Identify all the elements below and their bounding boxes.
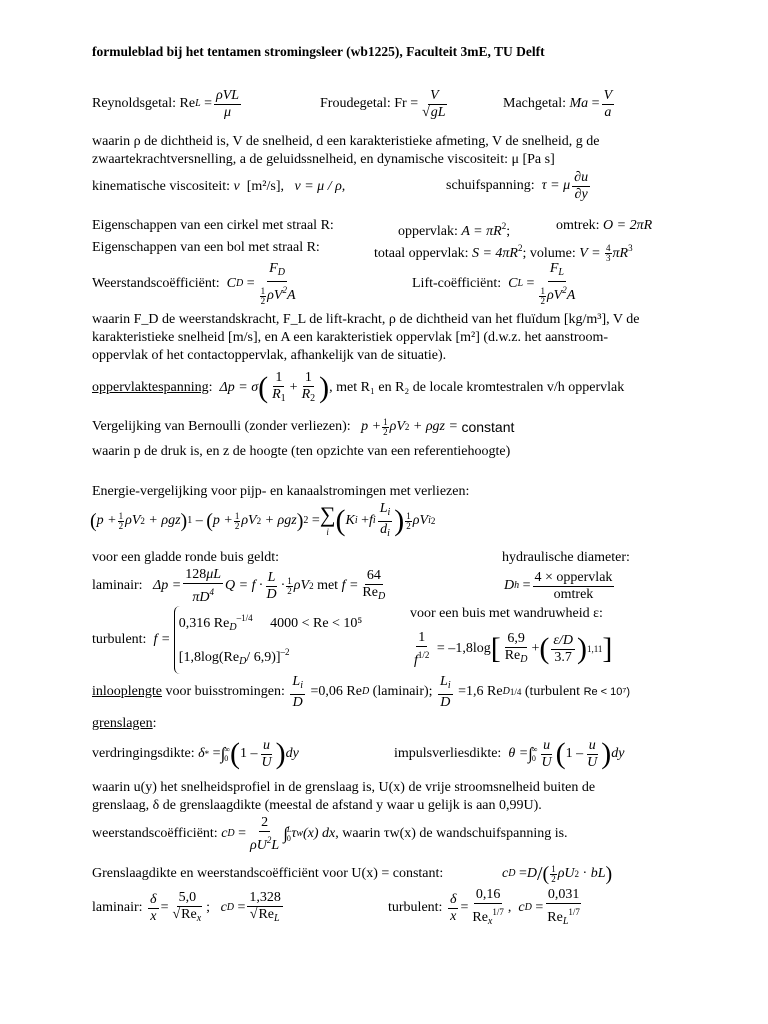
hydraulic-den: omtrek <box>553 586 594 602</box>
momentum-label: impulsverliesdikte: <box>394 746 502 761</box>
force-def-line-1: waarin F_D de weerstandskracht, F_L de lift-kracht, ρ de dichtheid van het fluïdum [kg/m³], V de <box>92 312 640 327</box>
bl-constant-label: Grenslaagdikte en weerstandscoëfficiënt voor U(x) = constant: <box>92 866 444 881</box>
friction-laminar-num: 64 <box>366 567 381 583</box>
kinematic-label: kinematische viscositeit: <box>92 179 231 194</box>
surface-tension-note: , met R₁ en R₂ de locale kromtestralen v/h oppervlak <box>329 380 625 395</box>
entrance-laminar: (laminair); <box>372 684 433 699</box>
laminar-label: laminair: <box>92 578 143 593</box>
entrance-text: voor buisstromingen: <box>165 684 285 699</box>
rough-pipe-label: voor een buis met wandruwheid ε: <box>410 606 603 621</box>
energy-equation: ( p + $\frac{1}{2}$ ρV 2 + ρgz ) 1 – ( p + $\frac{1}{2}$ ρV 2 + ρgz ) 2 = ∑ i ( K i + f i $\frac{L_i}{d_i}$ ) 1 2 ρV i 2 <box>90 500 436 539</box>
mach-formula: Machgetal: Ma = $\frac{V}{a}$ <box>503 87 613 120</box>
haaland-b: 3.7 <box>554 649 572 665</box>
force-def-line-2: karakteristieke snelheid [m/s], en A een karakteristiek oppervlak [m²] (d.w.z. het aanstroom- <box>92 330 609 345</box>
circle-label: Eigenschappen van een cirkel met straal R: <box>92 218 334 233</box>
surface-tension: oppervlaktespanning : Δp = σ ( $\frac{1}{R_1}$ + $\frac{1}{R_2}$ ) , met R₁ en R₂ de locale kromtestralen v/h oppervlak <box>92 369 625 404</box>
page-title: formuleblad bij het tentamen stromingsleer (wb1225), Faculteit 3mE, TU Delft <box>92 44 545 59</box>
haaland-lhs: 1,8 <box>455 641 473 656</box>
blasius-range: 4000 < Re < 10⁵ <box>270 616 363 631</box>
shear-label: schuifspanning: <box>446 178 535 193</box>
lift-label: Lift-coëfficiënt: <box>412 276 502 291</box>
reynolds-label: Reynoldsgetal: <box>92 96 176 111</box>
surface-tension-label: oppervlaktespanning <box>92 380 209 395</box>
circle-perimeter-label: omtrek: <box>556 218 600 233</box>
smooth-pipe-text: voor een gladde ronde buis geldt: <box>92 550 280 565</box>
entrance-length: inlooplengte voor buisstromingen: $\frac{L_i}{D}$ = 0,06 Re D (laminair); $\frac{L_i}{D}$ = 1,6 Re D 1/4 (turbulent Re < 10⁷) <box>92 673 631 710</box>
bernoulli-equation: Vergelijking van Bernoulli (zonder verliezen): p + $\frac{1}{2}$ ρV 2 + ρgz = constant <box>92 416 515 437</box>
bl-constant-cd: c D = D /( 1 2 ρU 2 · bL ) <box>502 863 613 885</box>
turb-c: 6,9 <box>253 650 272 665</box>
haaland-equation: $\frac{1}{f^{1/2}}$ = – 1,8 log [ $\frac{6,9}{Re_D}$ + ( $\frac{\varepsilon/D}{3.7}$ ) 1,11 ] <box>414 629 613 668</box>
displacement-thickness: verdringingsdikte: δ * = ∫ ∞ 0 ( 1 – $\frac{u}{U}$ ) dy <box>92 737 299 770</box>
entrance-turbulent: (turbulent <box>524 684 581 699</box>
laminar-cd: 1,328 <box>249 889 281 905</box>
haaland-coef: 1,8 <box>183 650 201 665</box>
bl-turbulent-label: turbulent: <box>388 900 443 915</box>
smooth-pipe-label <box>92 550 279 566</box>
turbulent-delta: 0,16 <box>475 886 501 902</box>
energy-label: Energie-vergelijking voor pijp- en kanaalstromingen met verliezen: <box>92 484 470 499</box>
definitions-line-1: waarin ρ de dichtheid is, V de snelheid, d een karakteristieke afmeting, V de snelheid, g de <box>92 134 600 149</box>
hydraulic-diameter: D h = $\frac{\text{4 × oppervlak}}{\text{omtrek}}$ <box>504 569 613 602</box>
froude-formula: Froudegetal: Fr = $\frac{V}{√gL}$ <box>320 87 446 120</box>
bernoulli-constant: constant <box>461 419 515 435</box>
haaland-exp: 1,11 <box>586 644 603 654</box>
bl-laminar-label: laminair: <box>92 900 143 915</box>
force-def-line-3: oppervlak of het contactoppervlak, afhankelijk van de situatie). <box>92 348 447 363</box>
drag-coefficient: Weerstandscoëfficiënt: C D = $F_D$ $\frac{1}{2}$ $\rho V^2A$ <box>92 261 296 306</box>
kinematic-unit: [m²/s], <box>246 179 284 194</box>
turbulent-cd: 0,031 <box>547 886 580 902</box>
bl-turbulent: turbulent: $\frac{\delta}{x}$ = $\frac{0,16}{Re_x^{1/7}}$ , c D = $\frac{0,031}{Re_L^{1/7}}$ <box>388 886 580 927</box>
hydraulic-num: 4 × oppervlak <box>534 569 613 585</box>
laminar-delta: 5,0 <box>178 889 197 905</box>
drag-label: Weerstandscoëfficiënt: <box>92 276 220 291</box>
sphere-area: totaal oppervlak: $S = 4\pi R^2$; volume: V = $\frac{4}{3}$ $\pi R^3$ <box>374 243 633 264</box>
bl-def-line-2: grenslaag, δ de grenslaagdikte (meestal de afstand y waar u gelijk is aan 0,99U). <box>92 798 542 813</box>
sphere-volume-label: ; volume: <box>522 246 576 261</box>
bl-constant <box>92 860 443 888</box>
bl-drag-note: , waarin τw(x) de wandschuifspanning is. <box>335 826 568 841</box>
lift-coefficient: Lift-coëfficiënt: C L = $F_L$ $\frac{1}{2}$ $\rho V^2A$ <box>412 261 576 306</box>
circle-area-label: oppervlak: <box>398 224 458 239</box>
laminar-friction: laminair: Δp = $\frac{128\mu L}{\pi D^4}$ Q = f · $\frac{L}{D}$ · 1 2 ρV 2 met f = $\frac{64}{Re_D}$ <box>92 566 386 605</box>
laminar-coef: 128 <box>185 566 207 582</box>
entrance-laminar-coef: 0,06 <box>318 684 343 699</box>
bernoulli-label: Vergelijking van Bernoulli (zonder verliezen): <box>92 419 351 434</box>
laminar-met: met <box>317 578 339 593</box>
circle-area: oppervlak: $A = \pi R^2$; <box>398 221 511 239</box>
froude-label: Froudegetal: <box>320 96 391 111</box>
entrance-label: inlooplengte <box>92 684 162 699</box>
turbulent-friction: turbulent: f = 0,316 $Re_D^{-1/4}$ 4000 < Re < 10⁵ [$1,8\log(Re_D/$ 6,9)]$^{-2}$ <box>92 614 362 666</box>
entrance-turbulent-coef: 1,6 <box>466 684 484 699</box>
bl-laminar: laminair: $\frac{\delta}{x}$ = $\frac{5,0}{√Re_x}$ ; c D = $\frac{1,328}{√Re_L}$ <box>92 889 281 924</box>
blasius-coef: 0,316 <box>178 616 211 631</box>
bernoulli-def: waarin p de druk is, en z de hoogte (ten opzichte van een referentiehoogte) <box>92 444 511 459</box>
boundary-label: grenslagen <box>92 716 153 731</box>
reynolds-formula: Reynoldsgetal: Re L = $\frac{\text{ρVL}}{\mu}$ <box>92 87 240 120</box>
sphere-label: Eigenschappen van een bol met straal R: <box>92 240 320 255</box>
turbulent-label: turbulent: <box>92 632 147 647</box>
haaland-a: 6,9 <box>507 630 525 646</box>
bl-drag-label: weerstandscoëfficiënt: <box>92 826 218 841</box>
bl-drag-coefficient: weerstandscoëfficiënt: c D = $\frac{2}{\rho U^2L}$ ∫ L 0 τ w (x) dx , waarin τw(x) de wandschuifspanning is. <box>92 814 568 853</box>
displacement-label: verdringingsdikte: <box>92 746 195 761</box>
boundary-layer-heading: grenslagen: <box>92 716 157 731</box>
kinematic-viscosity: kinematische viscositeit: ν [m²/s], ν = μ / ρ, <box>92 179 346 194</box>
mach-label: Machgetal: <box>503 96 566 111</box>
entrance-turbulent-cond: Re < 10⁷) <box>583 686 631 698</box>
circle-perimeter: omtrek: O = 2πR <box>556 218 653 233</box>
definitions-line-2: zwaartekrachtversnelling, a de geluidssnelheid, en dynamische viscositeit: μ [Pa s] <box>92 152 555 167</box>
hydraulic-label: hydraulische diameter: <box>502 550 630 565</box>
shear-stress: schuifspanning: τ = μ $\frac{\partial u}{\partial y}$ <box>446 169 589 202</box>
sphere-area-label: totaal oppervlak: <box>374 246 469 261</box>
momentum-thickness: impulsverliesdikte: θ = ∫ ∞ 0 $\frac{u}{U}$ ( 1 – $\frac{u}{U}$ ) dy <box>394 737 625 770</box>
bl-def-line-1: waarin u(y) het snelheidsprofiel in de grenslaag is, U(x) de vrije stroomsnelheid buiten de <box>92 780 596 795</box>
